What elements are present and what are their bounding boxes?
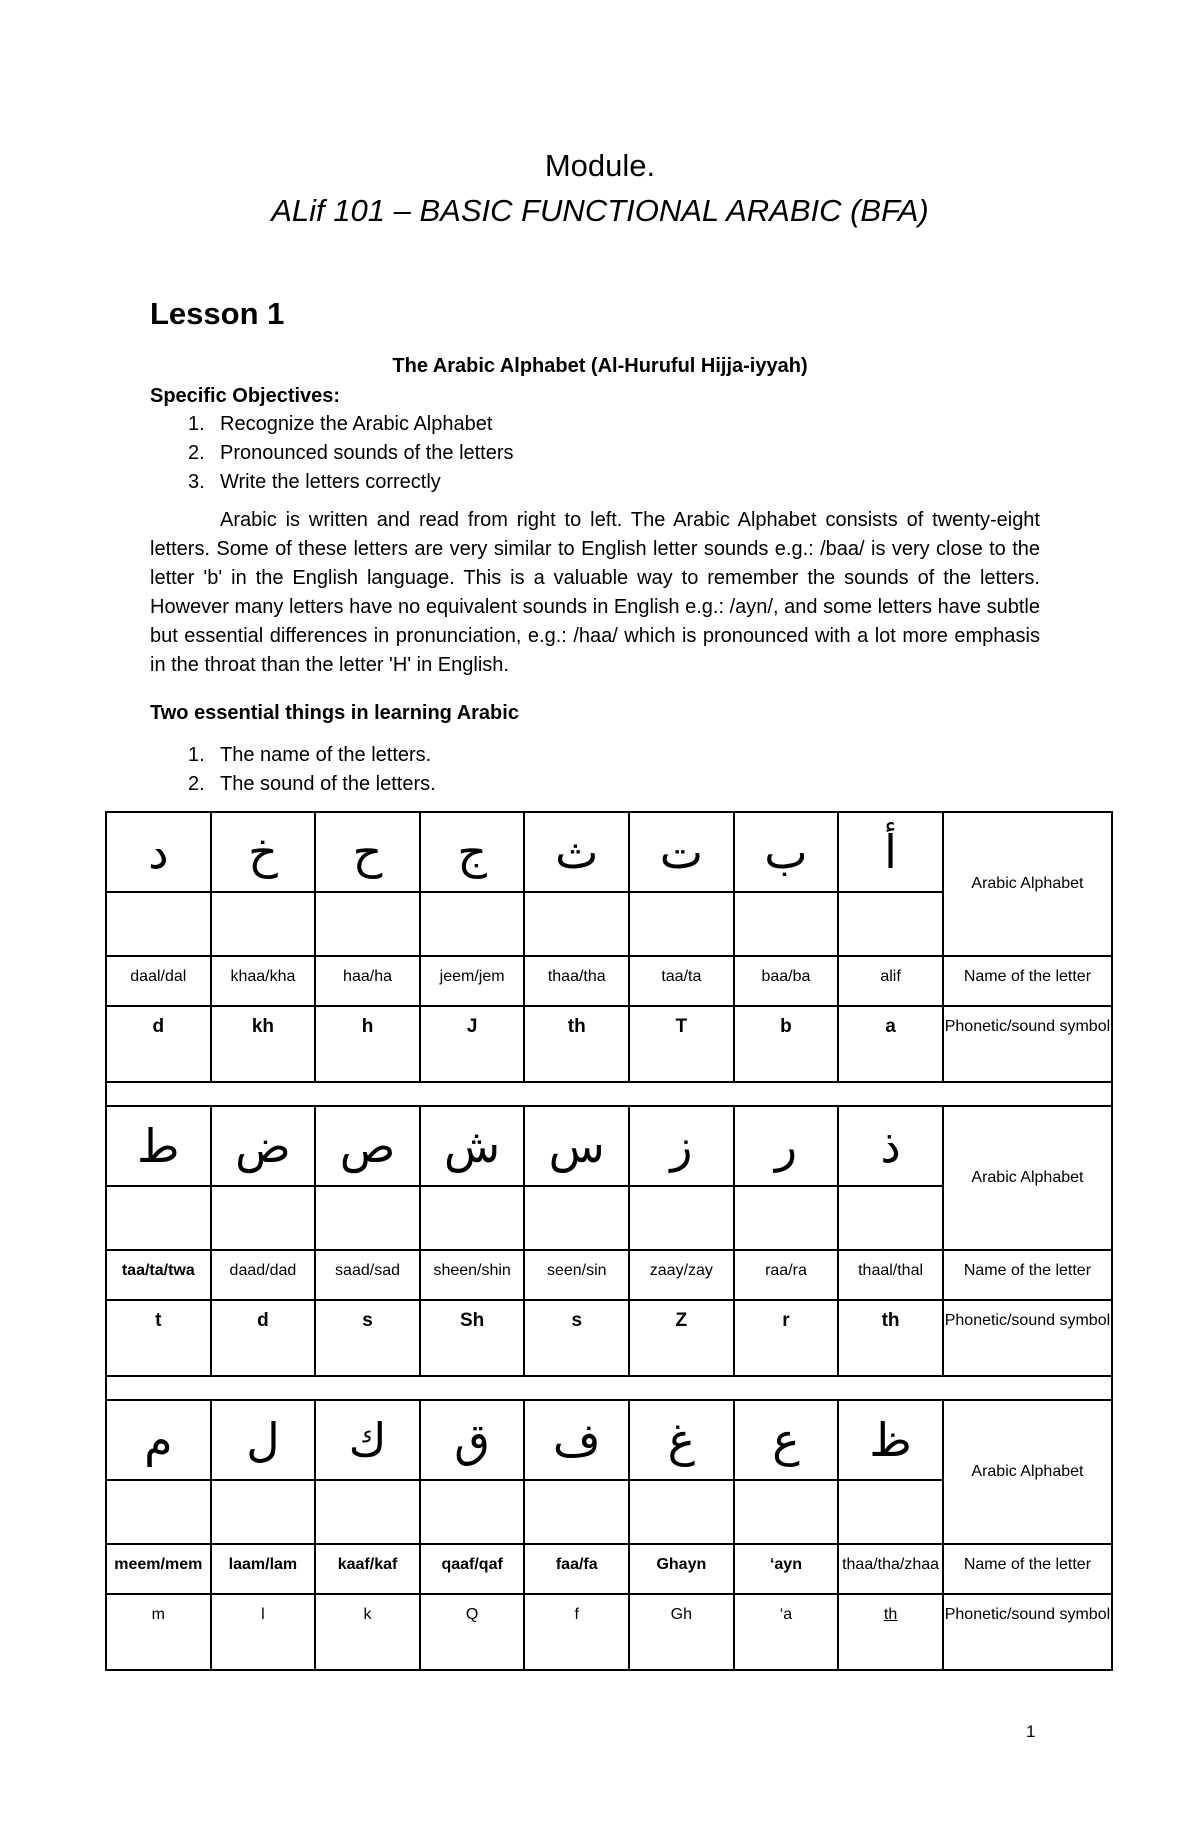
letter-name: khaa/kha: [211, 956, 316, 1006]
essentials-list: [188, 741, 436, 799]
arabic-letter: ز: [629, 1106, 734, 1186]
letter-name: sheen/shin: [420, 1250, 525, 1300]
blank-cell: [420, 1480, 525, 1544]
blank-cell: [211, 1186, 316, 1250]
phonetic-symbol: b: [734, 1006, 839, 1082]
blank-cell: [106, 1480, 211, 1544]
phonetic-symbol: s: [524, 1300, 629, 1376]
arabic-letter: أ: [838, 812, 943, 892]
row-label-alphabet: Arabic Alphabet: [943, 812, 1112, 956]
arabic-letter: ط: [106, 1106, 211, 1186]
letter-name: saad/sad: [315, 1250, 420, 1300]
objectives-label: Specific Objectives:: [150, 385, 341, 407]
arabic-letter: م: [106, 1400, 211, 1480]
alphabet-table: [105, 811, 1113, 1671]
blank-cell: [211, 892, 316, 956]
names-row: [106, 1544, 1112, 1594]
spacer-row: [106, 1376, 1112, 1400]
arabic-letter: ش: [420, 1106, 525, 1186]
letter-name: faa/fa: [524, 1544, 629, 1594]
letters-row: [106, 1400, 1112, 1480]
list-item: [188, 468, 514, 497]
phonetic-symbol: d: [211, 1300, 316, 1376]
phonetic-symbol: Z: [629, 1300, 734, 1376]
arabic-letter: ل: [211, 1400, 316, 1480]
row-label-alphabet: Arabic Alphabet: [943, 1106, 1112, 1250]
list-item: [188, 770, 436, 799]
names-row: [106, 956, 1112, 1006]
row-label-phonetic: Phonetic/sound symbol: [943, 1594, 1112, 1670]
phonetic-symbol: th: [524, 1006, 629, 1082]
phonetic-symbol: Sh: [420, 1300, 525, 1376]
blank-cell: [629, 1480, 734, 1544]
essentials-title: Two essential things in learning Arabic: [150, 702, 519, 724]
objectives-list: [188, 410, 514, 497]
blank-cell: [524, 892, 629, 956]
phonetic-symbol: r: [734, 1300, 839, 1376]
list-text: The sound of the letters.: [220, 773, 436, 795]
phonetic-symbol: T: [629, 1006, 734, 1082]
phonetic-symbol: a: [838, 1006, 943, 1082]
phonetic-symbol: d: [106, 1006, 211, 1082]
letter-name: daad/dad: [211, 1250, 316, 1300]
list-item: [188, 439, 514, 468]
phonetic-symbol: k: [315, 1594, 420, 1670]
blank-cell: [315, 892, 420, 956]
letter-name: seen/sin: [524, 1250, 629, 1300]
arabic-letter: خ: [211, 812, 316, 892]
letter-name: kaaf/kaf: [315, 1544, 420, 1594]
row-label-phonetic: Phonetic/sound symbol: [943, 1006, 1112, 1082]
arabic-letter: غ: [629, 1400, 734, 1480]
arabic-letter: ر: [734, 1106, 839, 1186]
spacer-cell: [106, 1376, 1112, 1400]
list-item: [188, 410, 514, 439]
phonetic-symbol: th: [838, 1300, 943, 1376]
letters-row: [106, 1106, 1112, 1186]
list-number: 3.: [188, 471, 205, 493]
phonetic-symbol: f: [524, 1594, 629, 1670]
row-label-phonetic: Phonetic/sound symbol: [943, 1300, 1112, 1376]
letter-name: taa/ta/twa: [106, 1250, 211, 1300]
phonetic-symbol: h: [315, 1006, 420, 1082]
letter-name: thaal/thal: [838, 1250, 943, 1300]
arabic-letter: ج: [420, 812, 525, 892]
blank-cell: [420, 1186, 525, 1250]
phonetic-symbol: m: [106, 1594, 211, 1670]
phonetic-symbol: J: [420, 1006, 525, 1082]
letter-name: laam/lam: [211, 1544, 316, 1594]
letter-name: alif: [838, 956, 943, 1006]
row-label-name: Name of the letter: [943, 1250, 1112, 1300]
arabic-letter: ظ: [838, 1400, 943, 1480]
arabic-letter: س: [524, 1106, 629, 1186]
blank-cell: [734, 1480, 839, 1544]
letter-name: baa/ba: [734, 956, 839, 1006]
arabic-letter: ب: [734, 812, 839, 892]
phonetic-symbol: kh: [211, 1006, 316, 1082]
arabic-letter: ض: [211, 1106, 316, 1186]
blank-cell: [838, 1186, 943, 1250]
list-number: 2.: [188, 773, 205, 795]
list-item: [188, 741, 436, 770]
letter-name: daal/dal: [106, 956, 211, 1006]
names-row: [106, 1250, 1112, 1300]
phonetic-symbol: s: [315, 1300, 420, 1376]
blank-cell: [315, 1480, 420, 1544]
letter-name: ‘ayn: [734, 1544, 839, 1594]
list-number: 1.: [188, 744, 205, 766]
blank-cell: [629, 1186, 734, 1250]
blank-cell: [524, 1186, 629, 1250]
letter-name: thaa/tha/zhaa: [838, 1544, 943, 1594]
letter-name: Ghayn: [629, 1544, 734, 1594]
letter-name: meem/mem: [106, 1544, 211, 1594]
blank-cell: [315, 1186, 420, 1250]
letter-name: qaaf/qaf: [420, 1544, 525, 1594]
blank-cell: [734, 892, 839, 956]
phonetic-symbol: th: [838, 1594, 943, 1670]
list-text: Pronounced sounds of the letters: [220, 442, 514, 464]
arabic-letter: ك: [315, 1400, 420, 1480]
arabic-letter: ص: [315, 1106, 420, 1186]
blank-cell: [838, 1480, 943, 1544]
letter-name: raa/ra: [734, 1250, 839, 1300]
phonetics-row: [106, 1300, 1112, 1376]
module-title: Module.: [544, 148, 656, 183]
list-text: The name of the letters.: [220, 744, 432, 766]
row-label-name: Name of the letter: [943, 956, 1112, 1006]
blank-cell: [106, 1186, 211, 1250]
blank-cell: [106, 892, 211, 956]
phonetic-symbol: t: [106, 1300, 211, 1376]
arabic-letter: ع: [734, 1400, 839, 1480]
spacer-cell: [106, 1082, 1112, 1106]
row-label-name: Name of the letter: [943, 1544, 1112, 1594]
phonetic-symbol: Q: [420, 1594, 525, 1670]
arabic-letter: ت: [629, 812, 734, 892]
phonetics-row: [106, 1594, 1112, 1670]
arabic-letter: ف: [524, 1400, 629, 1480]
phonetic-symbol: ‘a: [734, 1594, 839, 1670]
spacer-row: [106, 1082, 1112, 1106]
blank-cell: [629, 892, 734, 956]
page-number: 1: [1026, 1722, 1036, 1741]
letter-name: taa/ta: [629, 956, 734, 1006]
phonetics-row: [106, 1006, 1112, 1082]
intro-paragraph: Arabic is written and read from right to left. The Arabic Alphabet consists of twenty-eight letters. Some of these letters are very similar to English letter sounds e.g.: /baa/ is very close to the letter 'b' in the English language. This is a valuable way to remember the sounds of the letters. However many letters have no equivalent sounds in English e.g.: /ayn/, and some letters have subtle but essential differences in pronunciation, e.g.: /haa/ which is pronounced with a lot more emphasis in the throat than the letter 'H' in English.: [150, 509, 1040, 676]
letter-name: zaay/zay: [629, 1250, 734, 1300]
arabic-letter: ذ: [838, 1106, 943, 1186]
list-number: 2.: [188, 442, 205, 464]
phonetic-symbol: l: [211, 1594, 316, 1670]
blank-cell: [211, 1480, 316, 1544]
arabic-letter: ق: [420, 1400, 525, 1480]
blank-cell: [420, 892, 525, 956]
arabic-letter: ح: [315, 812, 420, 892]
lesson-heading: Lesson 1: [150, 296, 285, 331]
letter-name: jeem/jem: [420, 956, 525, 1006]
list-text: Recognize the Arabic Alphabet: [220, 413, 493, 435]
letters-row: [106, 812, 1112, 892]
module-subtitle: ALif 101 – BASIC FUNCTIONAL ARABIC (BFA): [271, 193, 929, 228]
list-number: 1.: [188, 413, 205, 435]
row-label-alphabet: Arabic Alphabet: [943, 1400, 1112, 1544]
letter-name: haa/ha: [315, 956, 420, 1006]
blank-cell: [524, 1480, 629, 1544]
letter-name: thaa/tha: [524, 956, 629, 1006]
arabic-letter: د: [106, 812, 211, 892]
blank-cell: [734, 1186, 839, 1250]
arabic-letter: ث: [524, 812, 629, 892]
list-text: Write the letters correctly: [220, 471, 441, 493]
lesson-topic: The Arabic Alphabet (Al-Huruful Hijja-iyyah): [392, 355, 808, 377]
phonetic-symbol: Gh: [629, 1594, 734, 1670]
blank-cell: [838, 892, 943, 956]
